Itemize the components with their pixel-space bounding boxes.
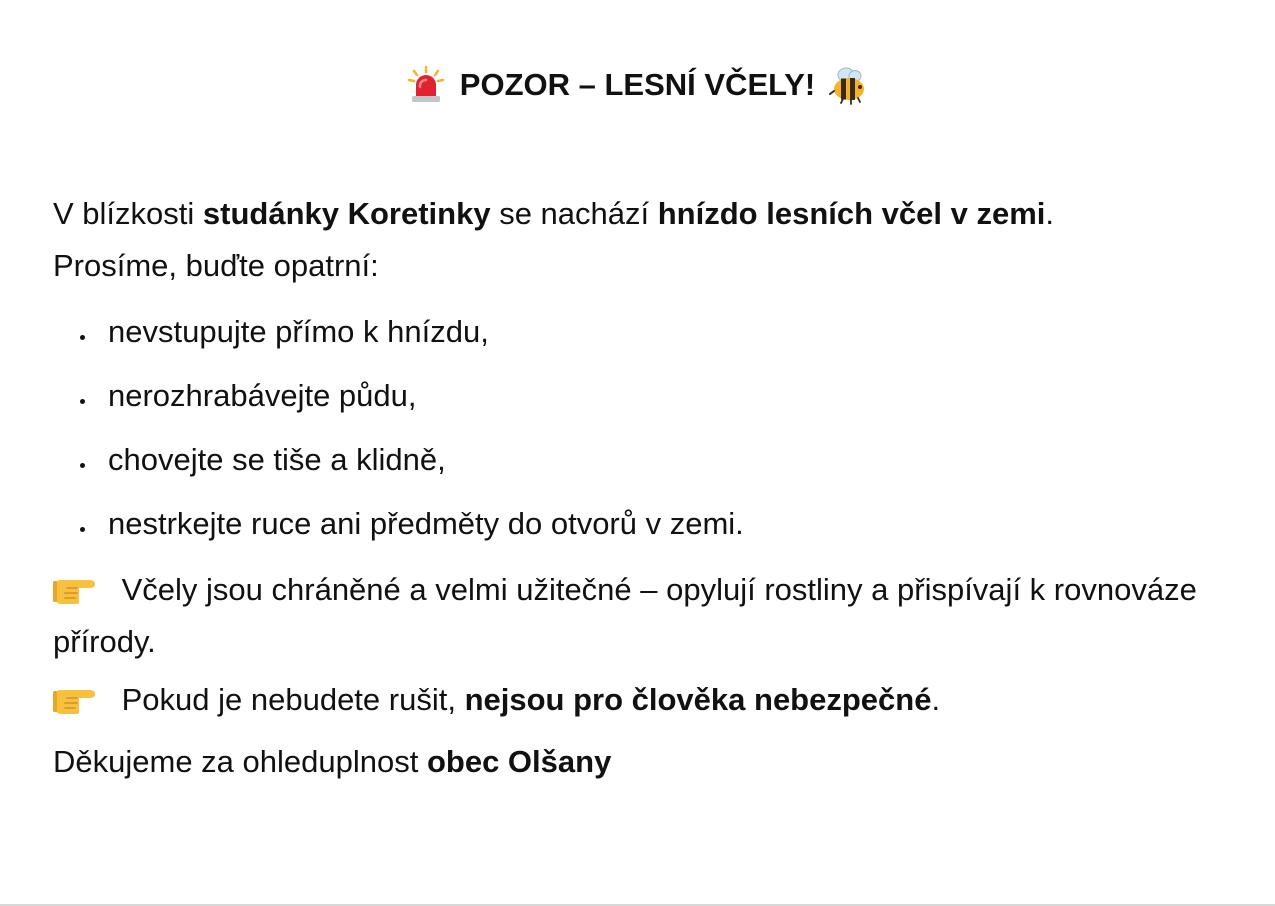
thanks-signature: obec Olšany [426,744,612,779]
title-text: POZOR – LESNÍ VČELY! [459,66,816,102]
bullet-dot-icon [80,463,85,468]
bee-icon [829,65,869,105]
list-item-text: nerozhrabávejte půdu, [108,378,417,413]
list-item-text: chovejte se tiše a klidně, [108,442,446,477]
list-item [53,428,1243,492]
list-item-text: nevstupujte přímo k hnízdu, [108,314,489,349]
note-2-bold: nejsou pro člověka nebezpečné [464,682,932,717]
precautions-list [53,300,1243,556]
note-not-dangerous [53,674,1243,726]
list-item [53,300,1243,364]
notice-title [0,58,1275,110]
intro-text-2: se nachází [490,196,658,231]
intro-bold-2: hnízdo lesních včel v zemi [657,196,1046,231]
bullet-dot-icon [80,399,85,404]
note-2-text-1: Pokud je nebudete rušit, [113,682,465,717]
intro-line-2: Prosíme, buďte opatrní: [53,248,379,283]
thanks-text: Děkujeme za ohleduplnost [53,744,427,779]
bullet-dot-icon [80,335,85,340]
note-2-text-2: . [931,682,941,717]
bullet-dot-icon [80,527,85,532]
note-protected-text: Včely jsou chráněné a velmi užitečné – opylují rostliny a přispívají k rovnováze přírody. [53,572,1197,659]
intro-paragraph [53,188,1243,292]
rotating-light-icon [406,65,446,105]
pointing-hand-icon [53,569,101,603]
intro-text-3: . [1045,196,1054,231]
thanks-line [53,736,1243,788]
pointing-hand-icon [53,679,101,713]
list-item [53,492,1243,556]
notice-body [53,188,1243,788]
note-protected-bees [53,564,1243,668]
intro-text-1: V blízkosti [53,196,203,231]
intro-bold-1: studánky Koretinky [202,196,491,231]
list-item-text: nestrkejte ruce ani předměty do otvorů v zemi. [108,506,744,541]
list-item [53,364,1243,428]
